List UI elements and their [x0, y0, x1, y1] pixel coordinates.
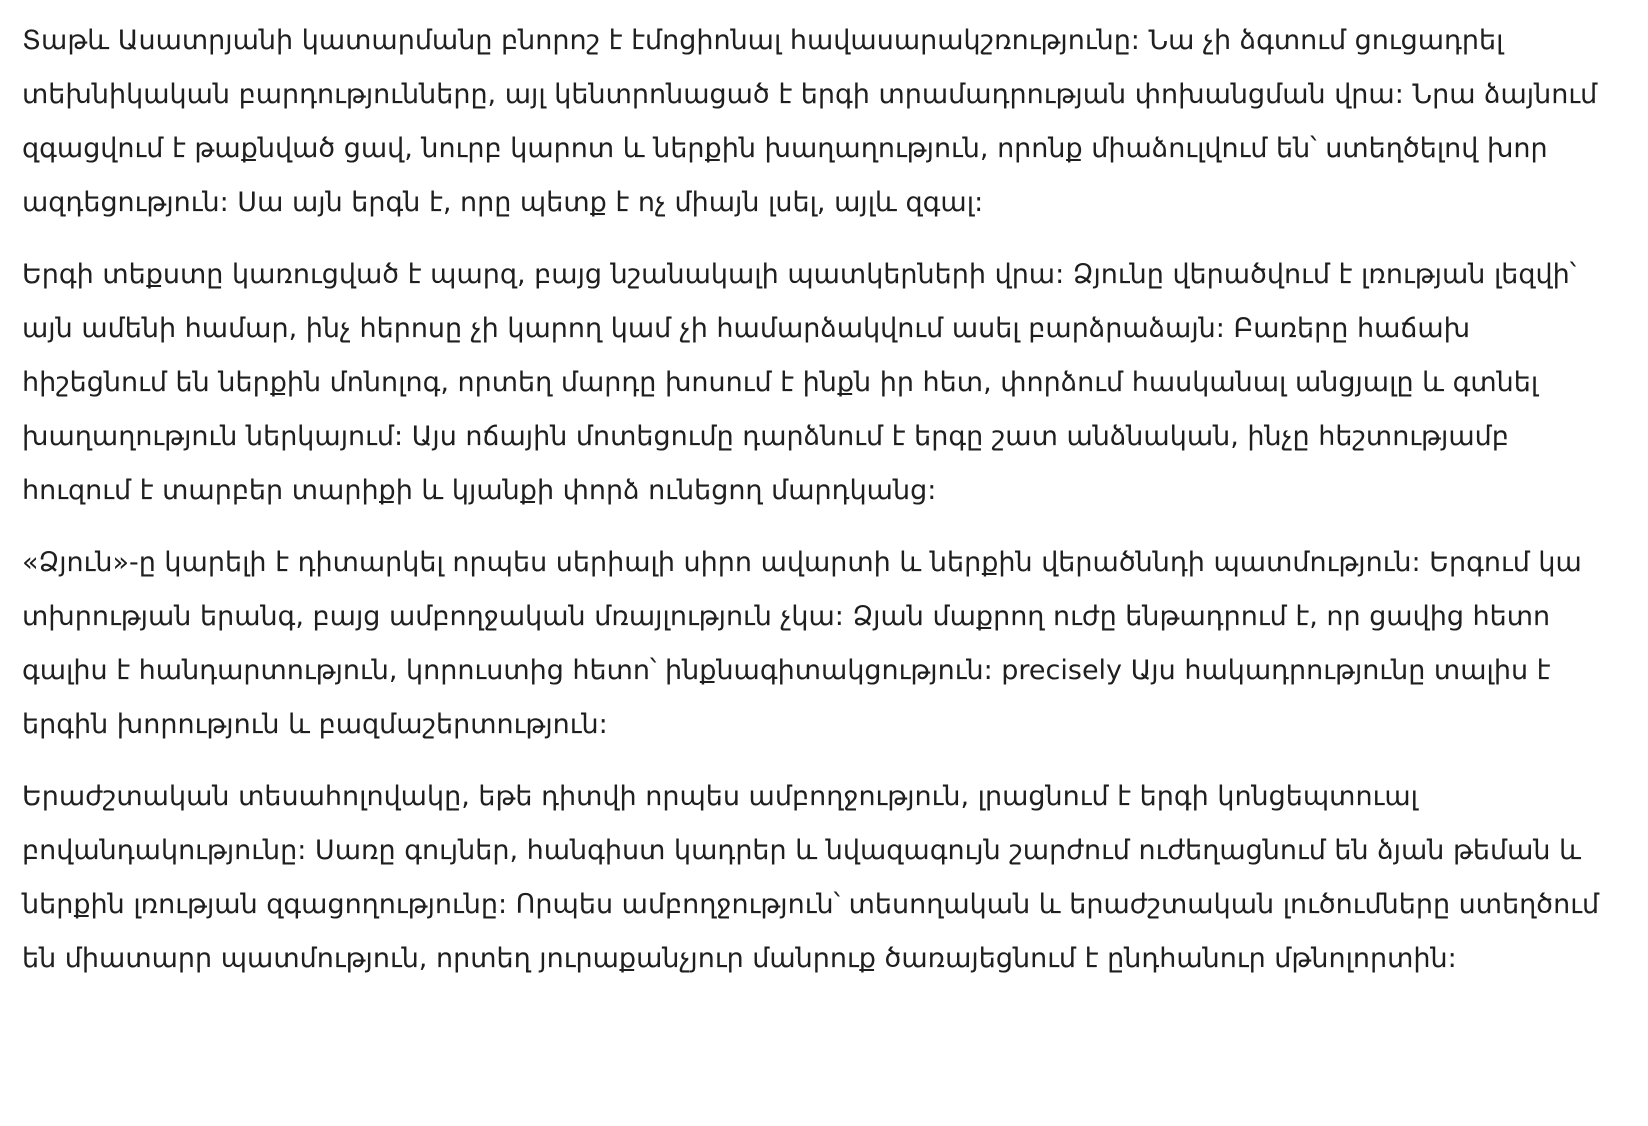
paragraph-2: Երգի տեքստը կառուցված է պարզ, բայց նշանակալի պատկերների վրա: Ձյունը վերածվում է լռության լեզվի՝ այն ամենի համար, ինչ հերոսը չի կարող կամ չի համարձակվում ասել բարձրաձայն: Բառերը հաճախ հիշեցնում են ներքին մոնոլոգ, որտեղ մարդը խոսում է ինքն իր հետ, փորձում հասկանալ անցյալը և գտնել խաղաղություն ներկայում: Այս ոճային մոտեցումը դարձնում է երգը շատ անձնական, ինչը հեշտությամբ հուզում է տարբեր տարիքի և կյանքի փորձ ունեցող մարդկանց:	[22, 259, 1577, 506]
paragraph-1: Տաթև Ասատրյանի կատարմանը բնորոշ է էմոցիոնալ հավասարակշռությունը: Նա չի ձգտում ցուցադրել տեխնիկական բարդությունները, այլ կենտրոնացած է երգի տրամադրության փոխանցման վրա: Նրա ձայնում զգացվում է թաքնված ցավ, նուրբ կարոտ և ներքին խաղաղություն, որոնք միաձուլվում են՝ ստեղծելով խոր ազդեցություն: Սա այն երգն է, որը պետք է ոչ միայն լսել, այլև զգալ:	[22, 25, 1598, 218]
paragraph-3: «Ձյուն»-ը կարելի է դիտարկել որպես սերիալի սիրո ավարտի և ներքին վերածննդի պատմություն: Երգում կա տխրության երանգ, բայց ամբողջական մռայլություն չկա: Ձյան մաքրող ուժը ենթադրում է, որ ցավից հետո գալիս է հանդարտություն, կորուստից հետո՝ ինքնագիտակցություն: precisely Այս հակադրությունը տալիս է երգին խորություն և բազմաշերտություն:	[22, 547, 1582, 740]
article-body	[22, 14, 1612, 986]
paragraph-4: Երաժշտական տեսահոլովակը, եթե դիտվի որպես ամբողջություն, լրացնում է երգի կոնցեպտուալ բովանդակությունը: Սառը գույներ, հանգիստ կադրեր և նվազագույն շարժում ուժեղացնում են ձյան թեման և ներքին լռության զգացողությունը: Որպես ամբողջություն՝ տեսողական և երաժշտական լուծումները ստեղծում են միատարր պատմություն, որտեղ յուրաքանչյուր մանրուք ծառայեցնում է ընդհանուր մթնոլորտին:	[22, 781, 1600, 974]
